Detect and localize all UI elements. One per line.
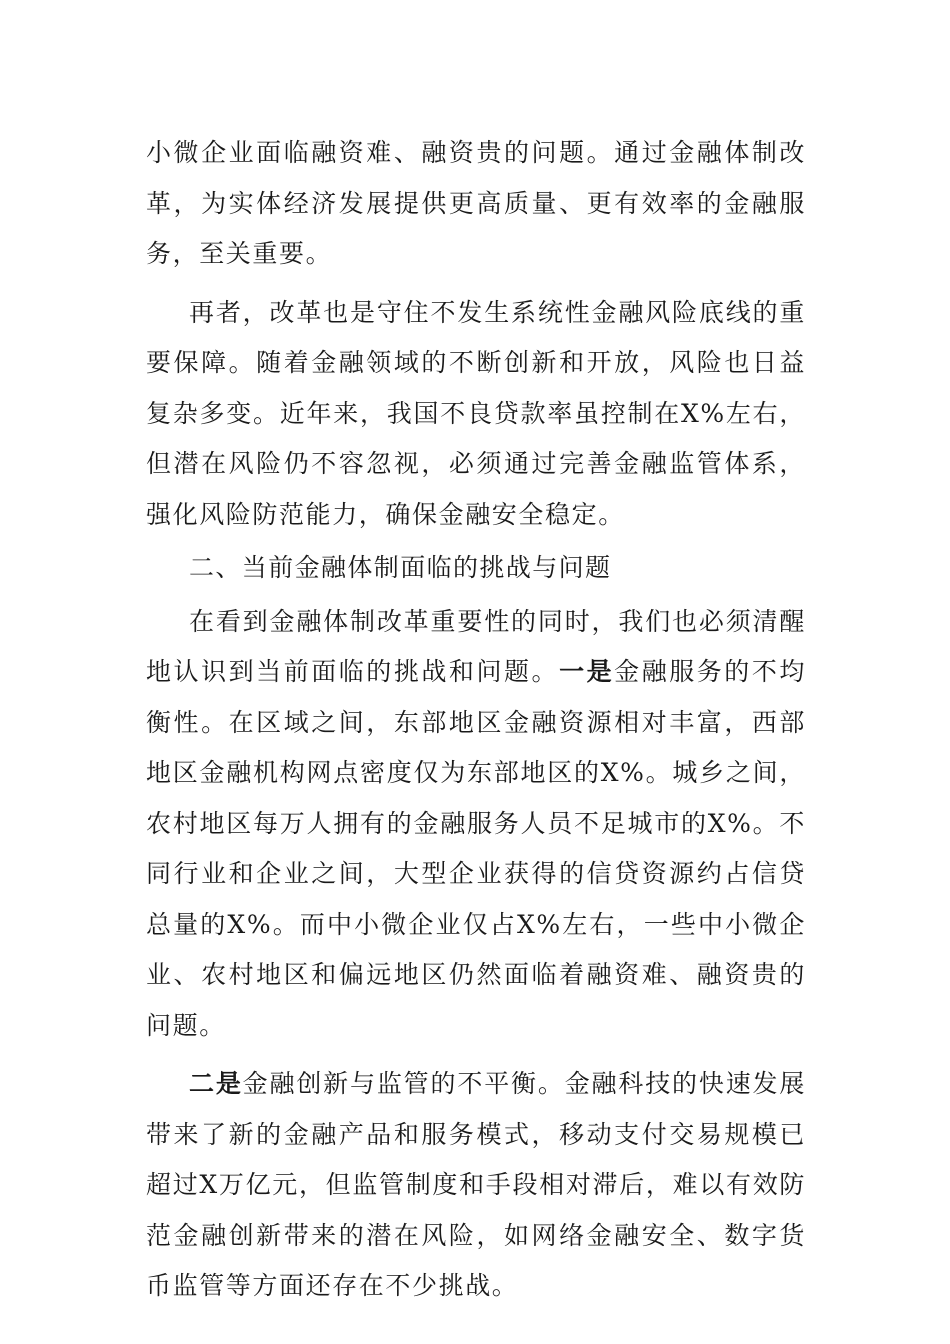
paragraph-innovation-regulation — [146, 1059, 806, 1312]
paragraph-challenges — [146, 597, 806, 1052]
paragraph-text: 金融创新与监管的不平衡。金融科技的快速发展带来了新的金融产品和服务模式，移动支付交易规模已超过X万亿元，但监管制度和手段相对滞后，难以有效防范金融创新带来的潜在风险，如网络金融安全、数字货币监管等方面还存在不少挑战。 — [146, 1069, 806, 1300]
paragraph-risk-safeguard: 再者，改革也是守住不发生系统性金融风险底线的重要保障。随着金融领域的不断创新和开放，风险也日益复杂多变。近年来，我国不良贷款率虽控制在X%左右，但潜在风险仍不容忽视，必须通过完善金融监管体系，强化风险防范能力，确保金融安全稳定。 — [146, 297, 806, 529]
document-body — [146, 128, 806, 1312]
paragraph-text: 在看到金融体制改革重要性的同时，我们也必须清醒地认识到当前面临的挑战和问题。 — [146, 606, 806, 686]
paragraph-text: 金融服务的不均衡性。在区域之间，东部地区金融资源相对丰富，西部地区金融机构网点密度仅为东部地区的X%。城乡之间，农村地区每万人拥有的金融服务人员不足城市的X%。不同行业和企业之间，大型企业获得的信贷资源约占信贷总量的X%。而中小微企业仅占X%左右，一些中小微企业、农村地区和偏远地区仍然面临着融资难、融资贵的问题。 — [146, 657, 806, 1040]
section-heading: 二、当前金融体制面临的挑战与问题 — [189, 553, 612, 582]
emphasis-first: 一是 — [559, 657, 615, 686]
emphasis-second: 二是 — [189, 1069, 243, 1098]
paragraph-continuation: 小微企业面临融资难、融资贵的问题。通过金融体制改革，为实体经济发展提供更高质量、更有效率的金融服务，至关重要。 — [146, 138, 806, 268]
